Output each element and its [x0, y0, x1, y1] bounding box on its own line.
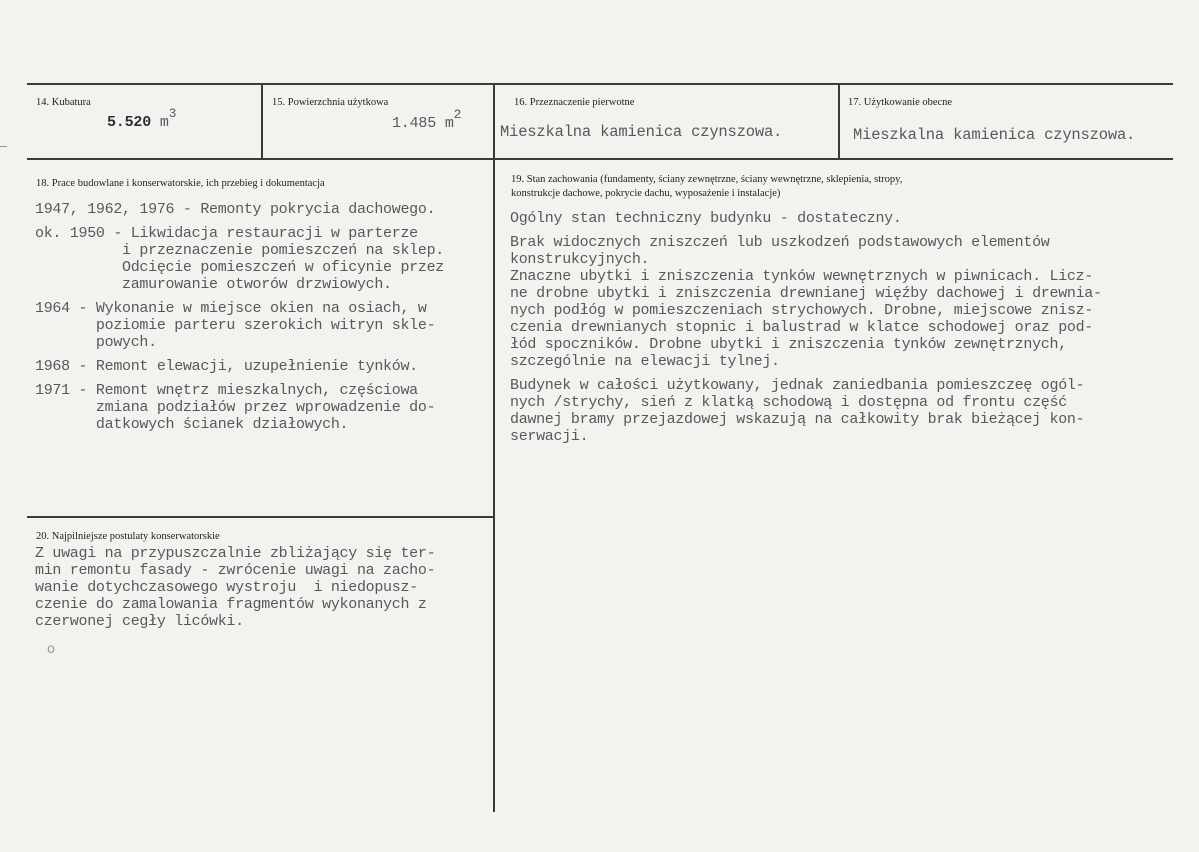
- typed-line: 1971 - Remont wnętrz mieszkalnych, częściowa: [35, 382, 418, 399]
- typed-line: dawnej bramy przejazdowej wskazują na całkowity brak bieżącej kon-: [510, 411, 1085, 428]
- typed-line: datkowych ścianek działowych.: [35, 416, 349, 433]
- typed-line: poziomie parteru szerokich witryn skle-: [35, 317, 436, 334]
- typed-line: Znaczne ubytki i zniszczenia tynków wewnętrznych w piwnicach. Licz-: [510, 268, 1093, 285]
- left-margin-tick: [0, 146, 7, 147]
- typed-line: 1964 - Wykonanie w miejsce okien na osiach, w: [35, 300, 427, 317]
- typed-line: nych podłóg w pomieszczeniach strychowych. Drobne, miejscowe znisz-: [510, 302, 1093, 319]
- top-border: [27, 83, 1173, 85]
- typed-line: min remontu fasady - zwrócenie uwagi na zacho-: [35, 562, 436, 579]
- col-divider-b: [493, 84, 495, 812]
- kubatura-value: [107, 105, 176, 131]
- prace-entry: [35, 358, 444, 375]
- stan-paragraph: [510, 234, 1102, 370]
- col-divider-c: [838, 84, 840, 159]
- typed-line: serwacji.: [510, 428, 589, 445]
- typed-line: szczególnie na elewacji tylnej.: [510, 353, 780, 370]
- typed-line: wanie dotychczasowego wystroju i niedopusz-: [35, 579, 418, 596]
- powierzchnia-unit-exponent: 2: [453, 107, 462, 122]
- stray-mark: o: [47, 642, 55, 657]
- prace-entry: [35, 225, 444, 293]
- kubatura-unit: m: [159, 114, 169, 131]
- typed-line: i przeznaczenie pomieszczeń na sklep.: [35, 242, 444, 259]
- row-divider-1: [27, 158, 1173, 160]
- typed-line: Z uwagi na przypuszczalnie zbliżający się ter-: [35, 545, 436, 562]
- powierzchnia-number: 1.485: [392, 115, 437, 132]
- uzytkowanie-label: 17. Użytkowanie obecne: [848, 97, 953, 108]
- typed-line: nych /strychy, sień z klatką schodową i dostępna od frontu część: [510, 394, 1067, 411]
- kubatura-unit-exponent: 3: [168, 106, 177, 121]
- typed-line: 1947, 1962, 1976 - Remonty pokrycia dachowego.: [35, 201, 436, 218]
- przeznaczenie-value: Mieszkalna kamienica czynszowa.: [500, 123, 783, 141]
- kubatura-number: 5.520: [107, 114, 152, 131]
- col-divider-a: [261, 84, 263, 159]
- typed-line: ok. 1950 - Likwidacja restauracji w parterze: [35, 225, 418, 242]
- typed-line: powych.: [35, 334, 157, 351]
- typed-line: Odcięcie pomieszczeń w oficynie przez: [35, 259, 444, 276]
- typed-line: łód spoczników. Drobne ubytki i zniszczenia tynków zewnętrznych,: [510, 336, 1067, 353]
- przeznaczenie-label: 16. Przeznaczenie pierwotne: [514, 97, 635, 108]
- prace-entries: [35, 201, 444, 433]
- typed-line: zmiana podziałów przez wprowadzenie do-: [35, 399, 436, 416]
- powierzchnia-value: [392, 106, 461, 132]
- prace-entry: [35, 201, 444, 218]
- typed-line: Brak widocznych zniszczeń lub uszkodzeń podstawowych elementów: [510, 234, 1050, 251]
- stan-paragraphs: [510, 210, 1102, 445]
- typed-line: Ogólny stan techniczny budynku - dostateczny.: [510, 210, 902, 227]
- prace-entry: [35, 300, 444, 351]
- row-divider-2: [27, 516, 493, 518]
- typed-line: zamurowanie otworów drzwiowych.: [35, 276, 392, 293]
- stan-paragraph: [510, 377, 1102, 445]
- stan-label-line2: konstrukcje dachowe, pokrycie dachu, wyposażenie i instalacje): [511, 188, 781, 199]
- prace-entry: [35, 382, 444, 433]
- typed-line: czenie do zamalowania fragmentów wykonanych z: [35, 596, 427, 613]
- typed-line: 1968 - Remont elewacji, uzupełnienie tynków.: [35, 358, 418, 375]
- typed-line: konstrukcyjnych.: [510, 251, 650, 268]
- typed-line: czerwonej cegły licówki.: [35, 613, 244, 630]
- uzytkowanie-value: Mieszkalna kamienica czynszowa.: [853, 126, 1136, 144]
- powierzchnia-label: 15. Powierzchnia użytkowa: [272, 97, 389, 108]
- typed-line: Budynek w całości użytkowany, jednak zaniedbania pomieszczeę ogól-: [510, 377, 1085, 394]
- prace-label: 18. Prace budowlane i konserwatorskie, ich przebieg i dokumentacja: [36, 178, 325, 189]
- powierzchnia-unit: m: [444, 115, 454, 132]
- stan-label-line1: 19. Stan zachowania (fundamenty, ściany zewnętrzne, ściany wewnętrzne, sklepienia, stropy,: [511, 174, 903, 185]
- typed-line: ne drobne ubytki i zniszczenia drewnianej więźby dachowej i drewnia-: [510, 285, 1102, 302]
- kubatura-label: 14. Kubatura: [36, 97, 91, 108]
- postulaty-text: [35, 545, 435, 630]
- typed-line: czenia drewnianych stopnic i balustrad w klatce schodowej oraz pod-: [510, 319, 1093, 336]
- postulaty-label: 20. Najpilniejsze postulaty konserwatorskie: [36, 531, 220, 542]
- stan-paragraph: [510, 210, 1102, 227]
